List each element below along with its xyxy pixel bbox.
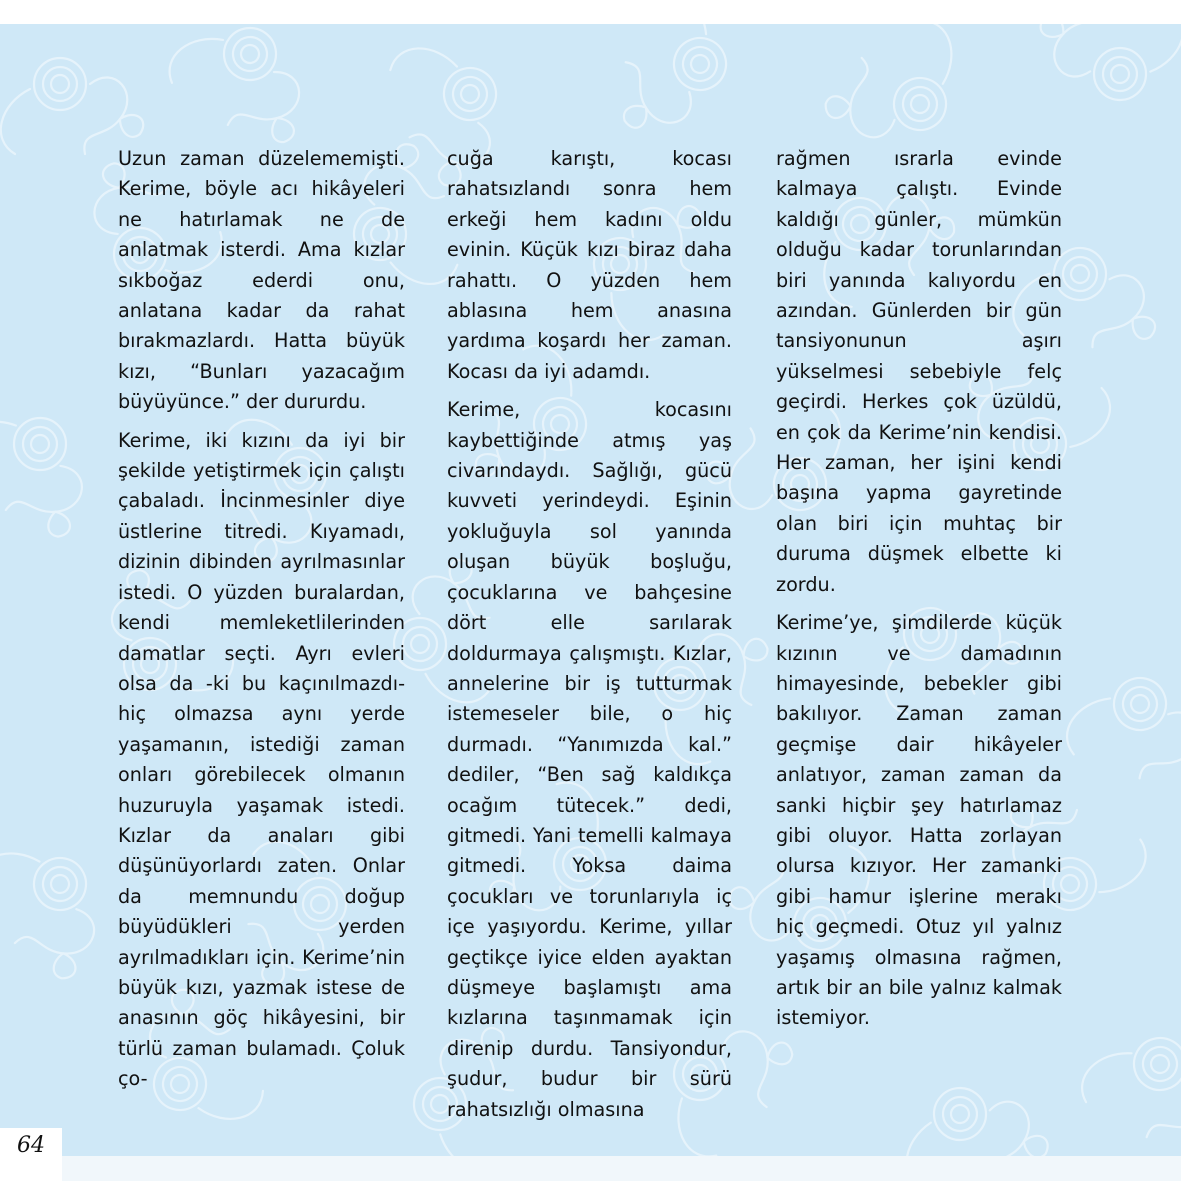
page-background <box>0 24 1181 1156</box>
page-number: 64 <box>0 1128 62 1164</box>
rose-icon <box>898 1078 1051 1156</box>
rose-icon <box>1074 1012 1181 1156</box>
paragraph: rağmen ısrarla evinde kalmaya çalıştı. Evinde kaldığı günler, mümkün olduğu kadar torunlarından biri yanında kalıyordu en azından. Günlerden bir gün tansiyonunun aşırı yükselmesi sebebiyle felç geçirdi. Herkes çok üzüldü, en çok da Kerime’nin kendisi. Her zaman, her işini kendi başına yapma gayretinde olan biri için muhtaç bir duruma düşmek elbette ki zordu. <box>776 147 1062 596</box>
rose-icon <box>1035 24 1181 105</box>
paragraph: Kerime, iki kızını da iyi bir şekilde yetiştirmek için çalıştı çabaladı. İncinmesinler diye üstlerine titredi. Kıyamadı, dizinin dibinden ayrılmasınlar istedi. O yüzden buralardan, kendi memleketlilerinden damatlar seçti. Ayrı evleri olsa da -ki bu kaçınılmazdı- hiç olmazsa aynı yerde yaşamanın, istediği zaman onları görebilecek olmanın huzuruyla yaşamak istedi. Kızlar da anaları gibi düşünüyorlardı zaten. Onlar da memnundu doğup büyüdükleri yerden ayrılmadıkları için. Kerime’nin büyük kızı, yazmak istese de anasının göç hikâyesini, bir türlü zaman bulamadı. Çoluk ço- <box>118 428 405 1091</box>
rose-icon <box>0 383 116 553</box>
text-column-2 <box>447 144 732 1133</box>
rose-icon <box>161 24 333 160</box>
rose-icon <box>0 820 127 992</box>
paragraph: Kerime, kocasını kaybettiğinde atmış yaş civarındaydı. Sağlığı, gücü kuvveti yerindeydi. Eşinin yokluğuyla sol yanında oluşan büyük boşluğu, çocuklarına ve bahçesine dört elle sarılarak doldurmaya çalışmıştı. Kızlar, annelerine bir iş tutturmak istemeseler bile, o hiç durmadı. “Yanımızda kal.” dediler, “Ben sağ kaldıkça ocağım tütecek.” dedi, gitmedi. Yani temelli kalmaya gitmedi. Yoksa daima çocukları ve torunlarıyla iç içe yaşıyordu. Kerime, yıllar geçtikçe iyice elden ayaktan düşmeye başlamıştı ama kızlarına taşınmamak için direnip durdu. Tansiyondur, şudur, budur bir sürü rahatsızlığı olmasına <box>447 398 732 1121</box>
bottom-margin-strip <box>62 1156 1181 1181</box>
rose-icon <box>605 24 746 151</box>
text-column-3 <box>776 144 1062 1042</box>
text-column-1 <box>118 144 405 1103</box>
rose-icon <box>1 58 143 154</box>
paragraph: Uzun zaman düzelememişti. Kerime, böyle acı hikâyeleri ne hatırlamak ne de anlatmak isterdi. Ama kızlar sıkboğaz ederdi onu, anlatana kadar da rahat bırakmazlardı. Hatta büyük kızı, “Bunları yazacağım büyüyünce.” der dururdu. <box>118 147 405 414</box>
rose-icon <box>1060 659 1181 798</box>
paragraph: cuğa karıştı, kocası rahatsızlandı sonra hem erkeği hem kadını oldu evinin. Küçük kızı biraz daha rahattı. O yüzden hem ablasına hem anasına yardıma koşardı her zaman. Kocası da iyi adamdı. <box>447 147 732 383</box>
paragraph: Kerime’ye, şimdilerde küçük kızının ve damadının himayesinde, bebekler gibi bakılıyor. Zaman zaman geçmişe dair hikâyeler anlatıyor, zaman zaman da sanki hiçbir şey hatırlamaz gibi oluyor. Hatta zorlayan olursa kızıyor. Her zamanki gibi hamur işlerine merakı hiç geçmedi. Otuz yıl yalnız yaşamış olmasına rağmen, artık bir an bile yalnız kalmak istemiyor. <box>776 611 1062 1030</box>
